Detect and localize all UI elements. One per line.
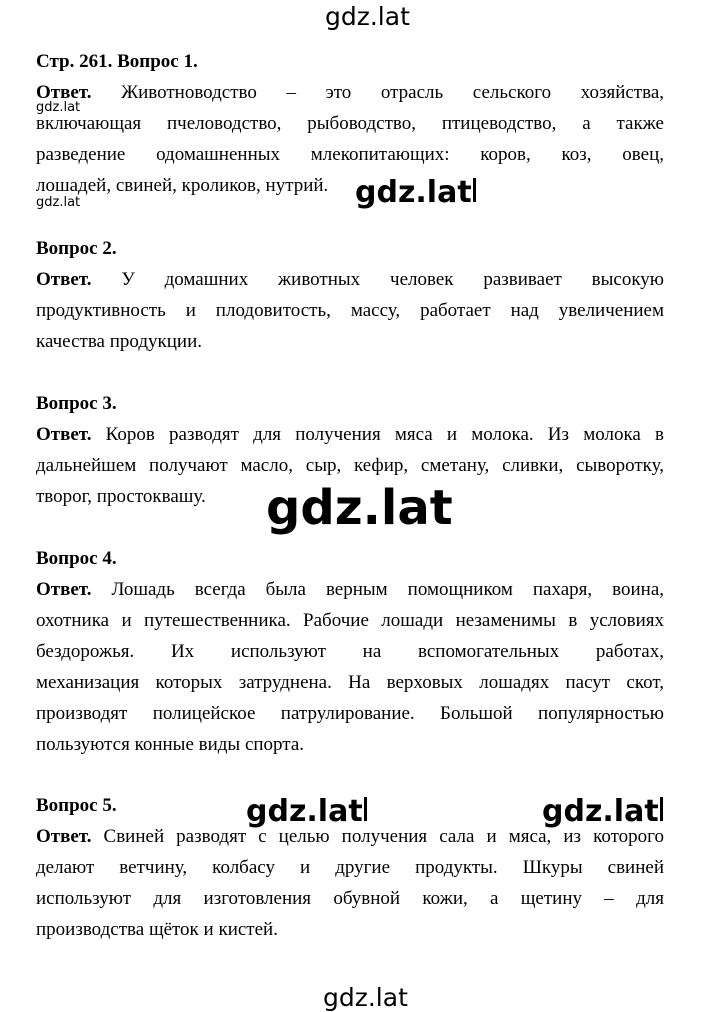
answer-line: [36, 77, 664, 108]
answer-label: Ответ.: [36, 579, 92, 600]
answer-line: лошадей, свиней, кроликов, нутрий.: [36, 175, 329, 196]
watermark-top: gdz.lat: [325, 2, 410, 31]
question-block-2: [36, 233, 664, 357]
answer-line: включающая пчеловодство, рыбоводство, птицеводство, а также: [36, 113, 664, 134]
answer-line: продуктивность и плодовитость, массу, работает над увеличением: [36, 300, 664, 321]
answer-line: [36, 419, 664, 450]
answer-line: пользуются конные виды спорта.: [36, 734, 305, 755]
watermark-medium: [542, 794, 663, 829]
watermark-medium: [246, 794, 367, 829]
answer-line: дальнейшем получают масло, сыр, кефир, сметану, сливки, сыворотку,: [36, 455, 664, 476]
answer-text: Животноводство – это отрасль сельского хозяйства,: [91, 82, 664, 103]
answer-text: Лошадь всегда была верным помощником пахаря, воина,: [91, 579, 664, 600]
watermark-bar: [473, 178, 476, 202]
watermark-small: gdz.lat: [36, 195, 81, 210]
answer-label: Ответ.: [36, 82, 92, 103]
answer-text: У домашних животных человек развивает высокую: [91, 269, 664, 290]
answer-text: Свиней разводят с целью получения сала и мяса, из которого: [91, 826, 664, 847]
answer-line: качества продукции.: [36, 331, 202, 352]
answer-label: Ответ.: [36, 826, 92, 847]
answer-line: [36, 574, 664, 605]
watermark-small: gdz.lat: [36, 100, 81, 115]
answer-line: разведение одомашненных млекопитающих: коров, коз, овец,: [36, 144, 664, 165]
watermark-medium: [355, 175, 476, 210]
question-title: Вопрос 3.: [36, 393, 117, 414]
answer-line: используют для изготовления обувной кожи, а щетину – для: [36, 888, 664, 909]
answer-line: охотника и путешественника. Рабочие лошади незаменимы в условиях: [36, 610, 664, 631]
answer-line: [36, 264, 664, 295]
watermark-text: gdz.lat: [542, 794, 659, 829]
watermark-large: gdz.lat: [266, 480, 453, 536]
question-title: Стр. 261. Вопрос 1.: [36, 51, 198, 72]
answer-label: Ответ.: [36, 269, 92, 290]
question-block-1: [36, 46, 664, 201]
watermark-bar: [364, 797, 367, 821]
answer-line: механизация которых затруднена. На верховых лошадях пасут скот,: [36, 672, 664, 693]
question-title: Вопрос 2.: [36, 238, 117, 259]
question-block-4: [36, 543, 664, 760]
answer-line: производят полицейское патрулирование. Большой популярностью: [36, 703, 664, 724]
answer-line: делают ветчину, колбасу и другие продукты. Шкуры свиней: [36, 857, 664, 878]
answer-label: Ответ.: [36, 424, 92, 445]
watermark-text: gdz.lat: [246, 794, 363, 829]
watermark-text: gdz.lat: [355, 175, 472, 210]
watermark-bottom: gdz.lat: [323, 983, 408, 1012]
answer-line: производства щёток и кистей.: [36, 919, 278, 940]
watermark-bar: [660, 797, 663, 821]
question-title: Вопрос 4.: [36, 548, 117, 569]
answer-line: творог, простоквашу.: [36, 486, 206, 507]
answer-text: Коров разводят для получения мяса и молока. Из молока в: [91, 424, 664, 445]
answer-line: бездорожья. Их используют на вспомогательных работах,: [36, 641, 664, 662]
question-title: Вопрос 5.: [36, 795, 117, 816]
